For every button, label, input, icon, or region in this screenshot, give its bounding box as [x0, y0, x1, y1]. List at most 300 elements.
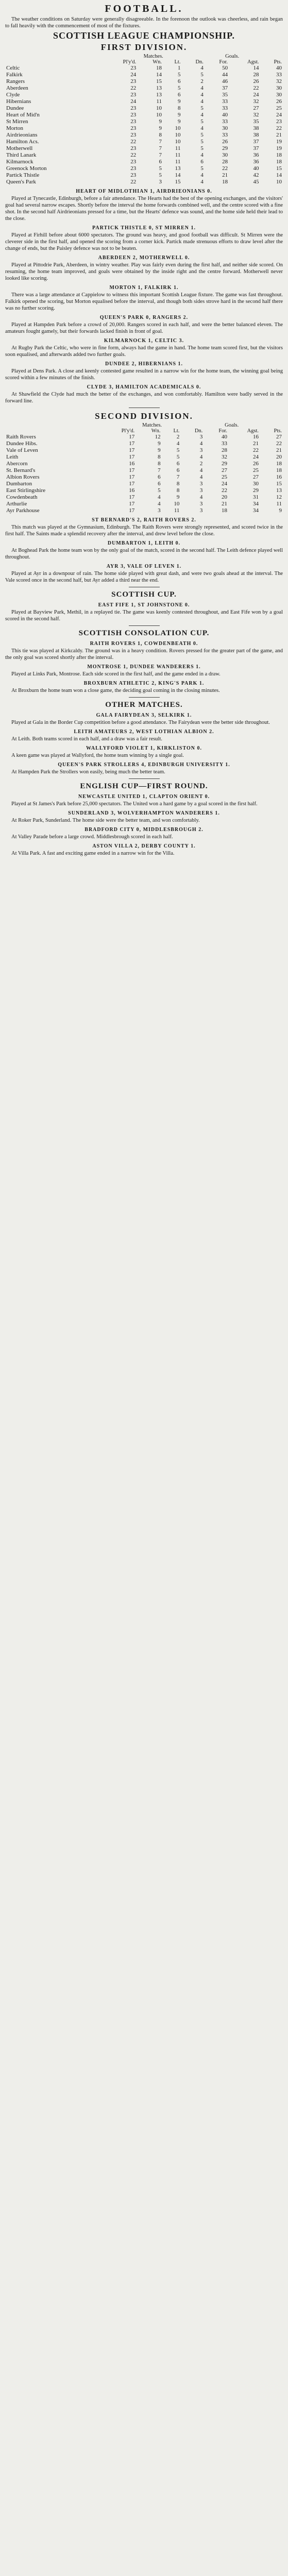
- table-cell: 18: [222, 179, 228, 185]
- table-cell: 30: [253, 481, 259, 487]
- table-cell: 20: [276, 454, 282, 460]
- table-cell: 35: [253, 118, 259, 125]
- table-cell: 17: [129, 467, 135, 473]
- table-cell: 21: [222, 172, 228, 178]
- table-cell: 23: [130, 105, 137, 111]
- table-cell: 16: [129, 461, 135, 467]
- match-heading: NEWCASTLE UNITED 1, CLAPTON ORIENT 0.: [78, 794, 210, 800]
- table-cell: 5: [176, 447, 180, 453]
- table-cell: 17: [129, 440, 135, 447]
- english-cup-reports: [5, 794, 283, 857]
- team-name: Hibernians: [6, 98, 31, 105]
- english-cup-section: [5, 782, 283, 857]
- match-heading: DUNDEE 2, HIBERNIANS 1.: [105, 361, 183, 367]
- column-header: Lt.: [173, 428, 180, 434]
- table-cell: 40: [221, 434, 227, 440]
- table-cell: 33: [222, 98, 228, 105]
- table-cell: 24: [221, 481, 227, 487]
- table-cell: 10: [175, 132, 181, 138]
- table-cell: 4: [158, 494, 161, 500]
- team-name: Clyde: [6, 92, 20, 98]
- table-cell: 2: [200, 78, 204, 84]
- football-section: [5, 3, 283, 29]
- table-cell: 4: [158, 501, 161, 507]
- table-cell: 37: [222, 85, 228, 91]
- divider: [129, 697, 160, 698]
- table-cell: 44: [222, 72, 228, 78]
- table-cell: 23: [130, 78, 137, 84]
- match-report: This tie was played at Kirkcaldy. The ground was in a heavy condition. Rovers pressed for the greater part of the game, and the only goal was scored shortly after the interval.: [5, 648, 283, 660]
- table-cell: 7: [176, 474, 180, 480]
- other-matches-reports: [5, 713, 283, 775]
- match-heading: BRADFORD CITY 0, MIDDLESBROUGH 2.: [84, 827, 204, 833]
- team-name: Airdrieonians: [6, 132, 38, 138]
- table-cell: 15: [156, 78, 162, 84]
- table-cell: 33: [222, 105, 228, 111]
- table-cell: 33: [222, 132, 228, 138]
- table-cell: 18: [276, 159, 282, 165]
- scottish-cup-reports: [5, 602, 283, 622]
- table-cell: 15: [276, 481, 282, 487]
- table-cell: 26: [253, 78, 259, 84]
- table-cell: 26: [276, 98, 282, 105]
- table-row: [5, 159, 283, 165]
- consolation-cup-section: [5, 629, 283, 694]
- table-cell: 37: [253, 139, 259, 145]
- table-cell: 35: [222, 92, 228, 98]
- match-heading: GALA FAIRYDEAN 3, SELKIRK 1.: [96, 713, 192, 718]
- match-heading: LEITH AMATEURS 2, WEST LOTHIAN ALBION 2.: [74, 729, 214, 735]
- team-name: Celtic: [6, 65, 20, 71]
- table-cell: 13: [175, 165, 181, 172]
- table-row: [5, 98, 283, 105]
- scottish-cup-headline: SCOTTISH CUP.: [111, 590, 177, 599]
- table-cell: 37: [253, 145, 259, 151]
- table-cell: 21: [221, 501, 227, 507]
- match-heading: HEART OF MIDLOTHIAN 1, AIRDRIEONIANS 0.: [76, 189, 212, 194]
- table-cell: 22: [130, 152, 137, 158]
- table-row: [5, 125, 283, 132]
- table-row: [5, 65, 283, 72]
- table-cell: 4: [200, 125, 204, 131]
- team-name: Falkirk: [6, 72, 23, 78]
- table-cell: 26: [222, 139, 228, 145]
- team-name: Cowdenbeath: [6, 494, 38, 500]
- table-row: [5, 474, 283, 481]
- table-cell: 9: [159, 118, 162, 125]
- table-cell: 27: [276, 434, 282, 440]
- match-report: Played at Ayr in a downpour of rain. The home side played with great dash, and were two goals ahead at the interval. The Vale scored once in the second half, but Ayr added a third near the end.: [5, 571, 283, 583]
- football-intro: The weather conditions on Saturday were generally disagreeable. In the forenoon the outlook was cheerless, and rain began to fall heavily with the commencement of most of the fixtures.: [5, 16, 283, 29]
- table-cell: 3: [199, 501, 203, 507]
- table-cell: 3: [199, 434, 203, 440]
- match-report: At Boghead Park the home team won by the only goal of the match, scored in the second half. The Leith defence played well throughout.: [5, 548, 283, 560]
- table-cell: 40: [253, 165, 259, 172]
- table-cell: 5: [159, 172, 162, 178]
- table-cell: 27: [221, 467, 227, 473]
- table-cell: 4: [200, 92, 204, 98]
- table-cell: 22: [222, 165, 228, 172]
- table-row: [5, 494, 283, 501]
- table-cell: 11: [276, 501, 282, 507]
- table-cell: 30: [222, 125, 228, 131]
- table-cell: 10: [175, 139, 181, 145]
- table-cell: 22: [130, 85, 137, 91]
- column-header: Wn.: [153, 59, 162, 65]
- team-name: Aberdeen: [6, 85, 28, 91]
- table-cell: 8: [176, 481, 180, 487]
- table-cell: 9: [177, 118, 181, 125]
- team-name: Heart of Mid'n: [6, 112, 40, 118]
- table-row: [5, 454, 283, 461]
- table-cell: 29: [253, 487, 259, 494]
- table-cell: 26: [253, 461, 259, 467]
- table-cell: 9: [176, 494, 180, 500]
- table-cell: 13: [156, 85, 162, 91]
- table-cell: 17: [129, 494, 135, 500]
- table-cell: 11: [156, 98, 162, 105]
- table-cell: 8: [159, 132, 162, 138]
- table-row: [5, 447, 283, 454]
- match-report: At Villa Park. A fast and exciting game ended in a narrow win for the Villa.: [11, 851, 175, 856]
- table-cell: 6: [176, 467, 180, 473]
- match-heading: MONTROSE 1, DUNDEE WANDERERS 1.: [87, 664, 201, 670]
- table-cell: 6: [177, 78, 181, 84]
- table-cell: 4: [200, 85, 204, 91]
- table-row: [5, 487, 283, 494]
- table-cell: 22: [253, 85, 259, 91]
- match-report: At Rugby Park the Celtic, who were in fine form, always had the game in hand. The home team scored first, but the visitors soon equalised, and afterwards added two further goals.: [5, 345, 283, 358]
- match-heading: PARTICK THISTLE 0, ST MIRREN 1.: [92, 225, 196, 231]
- table-cell: 8: [158, 454, 161, 460]
- table-cell: 5: [158, 487, 161, 494]
- table-cell: 23: [130, 165, 137, 172]
- match-report: At Shawfield the Clyde had much the better of the exchanges, and won comfortably. Hamilton were badly served in the forward line.: [5, 392, 283, 404]
- table-cell: 9: [279, 507, 282, 514]
- team-name: Ayr Parkhouse: [6, 507, 40, 514]
- table-row: [5, 92, 283, 98]
- column-header: Pl'y'd.: [121, 428, 135, 434]
- table-row: [5, 72, 283, 78]
- table-cell: 4: [200, 112, 204, 118]
- table-cell: 11: [175, 159, 181, 165]
- second-division-reports: [5, 517, 283, 584]
- table-cell: 5: [200, 145, 204, 151]
- table-cell: 4: [200, 172, 204, 178]
- match-heading: ST BERNARD'S 2, RAITH ROVERS 2.: [92, 517, 196, 523]
- table-cell: 32: [253, 98, 259, 105]
- consolation-cup-reports: [5, 641, 283, 694]
- table-cell: 40: [276, 65, 282, 71]
- table-cell: 11: [174, 507, 180, 514]
- table-cell: 4: [199, 440, 203, 447]
- match-report: At Leith. Both teams scored in each half, and a draw was a fair result.: [11, 736, 163, 742]
- table-cell: 14: [276, 172, 282, 178]
- table-cell: 18: [276, 467, 282, 473]
- match-report: Played at Bayview Park, Methil, in a replayed tie. The game was keenly contested throughout, and East Fife won by a goal scored in the second half.: [5, 609, 283, 622]
- match-report: At Hampden Park the Strollers won easily, being much the better team.: [11, 769, 165, 775]
- table-cell: 4: [200, 152, 204, 158]
- match-heading: SUNDERLAND 3, WOLVERHAMPTON WANDERERS 1.: [68, 810, 220, 816]
- column-header: For.: [218, 428, 227, 434]
- table-cell: 5: [200, 72, 204, 78]
- column-header: Dn.: [194, 428, 203, 434]
- table-cell: 6: [177, 92, 181, 98]
- match-heading: EAST FIFE 1, ST JOHNSTONE 0.: [98, 602, 190, 608]
- table-cell: 4: [200, 65, 204, 71]
- table-cell: 17: [129, 507, 135, 514]
- table-row: [5, 440, 283, 447]
- table-cell: 7: [159, 145, 162, 151]
- table-cell: 4: [199, 474, 203, 480]
- match-heading: QUEEN'S PARK STROLLERS 4, EDINBURGH UNIVERSITY 1.: [58, 762, 230, 768]
- table-cell: 8: [176, 487, 180, 494]
- column-header: Pl'y'd.: [123, 59, 137, 65]
- table-cell: 22: [276, 440, 282, 447]
- table-cell: 17: [129, 434, 135, 440]
- table-row: [5, 434, 283, 440]
- table-cell: 23: [130, 92, 137, 98]
- table-cell: 32: [253, 112, 259, 118]
- team-name: Motherwell: [6, 145, 33, 151]
- table-cell: 24: [253, 454, 259, 460]
- first-division-table: [5, 54, 283, 185]
- table-cell: 23: [130, 125, 137, 131]
- table-cell: 12: [276, 494, 282, 500]
- table-cell: 34: [253, 507, 259, 514]
- table-cell: 23: [130, 65, 137, 71]
- table-cell: 24: [253, 92, 259, 98]
- table-row: [5, 118, 283, 125]
- table-cell: 18: [276, 152, 282, 158]
- match-report: This match was played at the Gymnasium, Edinburgh. The Raith Rovers were strongly represented, and scored twice in the first half. The Saints made a splendid recovery after the interval, and drew level before the close.: [5, 524, 283, 537]
- team-name: Rangers: [6, 78, 25, 84]
- table-cell: 40: [222, 112, 228, 118]
- table-cell: 30: [276, 85, 282, 91]
- first-division-headline: FIRST DIVISION.: [100, 42, 188, 52]
- match-heading: DUMBARTON 1, LEITH 0.: [107, 540, 181, 546]
- goals-group-header: Goals.: [225, 422, 239, 428]
- league-first-division-section: [5, 30, 283, 404]
- table-cell: 23: [130, 172, 137, 178]
- table-row: [5, 179, 283, 185]
- column-header: Dn.: [195, 59, 204, 65]
- table-cell: 36: [253, 152, 259, 158]
- table-cell: 22: [221, 487, 227, 494]
- divider: [129, 625, 160, 626]
- table-cell: 6: [200, 159, 204, 165]
- match-report: At Broxburn the home team won a close game, the deciding goal coming in the closing minutes.: [11, 688, 220, 693]
- match-report: Played at Pittodrie Park, Aberdeen, in wintry weather. Play was fairly even during the first half, and neither side scored. On resuming, the home team improved, and goals were obtained by the inside right and the centre forward. Motherwell never looked like scoring.: [5, 262, 283, 281]
- table-cell: 10: [156, 112, 162, 118]
- match-heading: QUEEN'S PARK 0, RANGERS 2.: [99, 315, 189, 320]
- table-cell: 25: [276, 105, 282, 111]
- table-cell: 27: [253, 105, 259, 111]
- table-cell: 5: [177, 72, 181, 78]
- table-row: [5, 145, 283, 152]
- match-report: Played at Firhill before about 6000 spectators. The ground was heavy, and good football was difficult. St Mirren were the cleverer side in the first half, and opened the scoring from a corner kick. Partick made strenuous efforts to draw level after the change of ends, but the Paisley defence was not to be beaten.: [5, 232, 283, 251]
- table-cell: 27: [253, 474, 259, 480]
- column-header: Agst.: [247, 428, 259, 434]
- table-cell: 17: [129, 474, 135, 480]
- table-cell: 3: [159, 179, 162, 185]
- table-cell: 32: [276, 78, 282, 84]
- table-cell: 2: [199, 461, 203, 467]
- match-heading: CLYDE 3, HAMILTON ACADEMICALS 0.: [87, 384, 201, 390]
- table-cell: 33: [222, 118, 228, 125]
- table-cell: 3: [199, 507, 203, 514]
- table-cell: 29: [222, 145, 228, 151]
- match-report: At Roker Park, Sunderland. The home side were the better team, and won comfortably.: [11, 818, 200, 823]
- match-report: There was a large attendance at Cappielow to witness this important Scottish League fixture. The game was fast throughout. Falkirk opened the scoring, but Morton equalised before the interval, and though both sides strove hard in the second half there was no further scoring.: [5, 292, 283, 311]
- table-cell: 23: [130, 132, 137, 138]
- table-cell: 16: [253, 434, 259, 440]
- team-name: Hamilton Acs.: [6, 139, 39, 145]
- table-row: [5, 467, 283, 474]
- table-row: [5, 132, 283, 139]
- table-row: [5, 481, 283, 487]
- table-cell: 7: [159, 152, 162, 158]
- table-cell: 14: [156, 72, 162, 78]
- table-cell: 4: [199, 494, 203, 500]
- table-cell: 8: [177, 105, 181, 111]
- table-cell: 45: [253, 179, 259, 185]
- team-name: Greenock Morton: [6, 165, 47, 172]
- team-name: St. Bernard's: [6, 467, 36, 473]
- team-name: Dundee Hibs.: [6, 440, 38, 447]
- table-cell: 5: [200, 118, 204, 125]
- first-division-reports: [5, 189, 283, 404]
- table-cell: 5: [159, 165, 162, 172]
- team-name: Dumbarton: [6, 481, 32, 487]
- table-cell: 21: [276, 132, 282, 138]
- table-cell: 10: [175, 125, 181, 131]
- table-cell: 5: [200, 165, 204, 172]
- table-row: [5, 112, 283, 118]
- table-cell: 50: [222, 65, 228, 71]
- team-name: Leith: [6, 454, 19, 460]
- table-cell: 10: [276, 179, 282, 185]
- table-cell: 3: [158, 507, 161, 514]
- matches-group-header: Matches.: [142, 422, 162, 428]
- team-name: Queen's Park: [6, 179, 36, 185]
- match-report: A keen game was played at Wallyford, the home team winning by a single goal.: [11, 753, 184, 758]
- table-cell: 6: [158, 474, 161, 480]
- table-cell: 9: [159, 125, 162, 131]
- table-cell: 17: [129, 447, 135, 453]
- table-cell: 23: [130, 118, 137, 125]
- league-headline: SCOTTISH LEAGUE CHAMPIONSHIP.: [53, 30, 235, 41]
- table-cell: 24: [130, 98, 137, 105]
- football-headline: FOOTBALL.: [105, 3, 183, 14]
- table-cell: 15: [175, 179, 181, 185]
- table-cell: 24: [276, 112, 282, 118]
- team-name: Third Lanark: [6, 152, 37, 158]
- table-cell: 34: [253, 501, 259, 507]
- table-cell: 5: [176, 454, 180, 460]
- table-cell: 25: [253, 467, 259, 473]
- table-row: [5, 507, 283, 514]
- table-cell: 25: [221, 474, 227, 480]
- table-cell: 7: [159, 139, 162, 145]
- league-second-division-section: [5, 411, 283, 584]
- table-cell: 20: [221, 494, 227, 500]
- match-report: Played at St James's Park before 25,000 spectators. The United won a hard game by a goal scored in the first half.: [11, 801, 258, 807]
- table-cell: 23: [130, 159, 137, 165]
- table-cell: 1: [177, 65, 181, 71]
- matches-group-header: Matches.: [143, 54, 163, 59]
- table-cell: 33: [221, 440, 227, 447]
- table-cell: 16: [276, 474, 282, 480]
- table-cell: 22: [276, 125, 282, 131]
- table-cell: 9: [177, 112, 181, 118]
- table-cell: 5: [200, 105, 204, 111]
- table-cell: 18: [276, 461, 282, 467]
- match-heading: MORTON 1, FALKIRK 1.: [109, 285, 179, 291]
- match-heading: ASTON VILLA 2, DERBY COUNTY 1.: [92, 843, 196, 849]
- match-report: Played at Links Park, Montrose. Each side scored in the first half, and the game ended in a draw.: [11, 671, 221, 677]
- table-cell: 32: [221, 454, 227, 460]
- table-cell: 21: [253, 440, 259, 447]
- table-row: [5, 85, 283, 92]
- table-cell: 15: [276, 165, 282, 172]
- table-cell: 7: [158, 467, 161, 473]
- table-cell: 28: [253, 72, 259, 78]
- english-cup-headline: ENGLISH CUP—FIRST ROUND.: [80, 782, 208, 790]
- table-cell: 4: [176, 440, 180, 447]
- table-row: [5, 105, 283, 112]
- divider: [129, 778, 160, 779]
- table-row: [5, 152, 283, 159]
- match-heading: RAITH ROVERS 1, COWDENBEATH 0.: [90, 641, 198, 647]
- table-cell: 31: [253, 494, 259, 500]
- column-header: For.: [219, 59, 228, 65]
- table-cell: 36: [253, 159, 259, 165]
- table-cell: 23: [130, 112, 137, 118]
- table-cell: 4: [199, 454, 203, 460]
- table-cell: 5: [177, 85, 181, 91]
- table-cell: 8: [158, 461, 161, 467]
- other-matches-headline: OTHER MATCHES.: [105, 701, 183, 709]
- team-name: Morton: [6, 125, 23, 131]
- table-cell: 33: [276, 72, 282, 78]
- team-name: Dundee: [6, 105, 24, 111]
- table-cell: 22: [253, 447, 259, 453]
- match-heading: ABERDEEN 2, MOTHERWELL 0.: [98, 255, 190, 261]
- match-heading: KILMARNOCK 1, CELTIC 3.: [104, 338, 184, 344]
- table-cell: 42: [253, 172, 259, 178]
- table-cell: 5: [200, 132, 204, 138]
- table-cell: 46: [222, 78, 228, 84]
- table-cell: 22: [130, 139, 137, 145]
- table-cell: 6: [176, 461, 180, 467]
- match-report: Played at Tynecastle, Edinburgh, before a fair attendance. The Hearts had the best of the opening exchanges, and the visitors' goal had several narrow escapes. Shortly before the interval the home forwards combined well, and the centre scored with a fine shot. In the second half Airdrieonians pressed for a time, but the Hearts' defence was sound, and the home side held their lead to the close.: [5, 196, 283, 222]
- team-name: Vale of Leven: [6, 447, 38, 453]
- goals-group-header: Goals.: [225, 54, 240, 59]
- scottish-cup-section: [5, 590, 283, 622]
- match-report: Played at Gala in the Border Cup competition before a good attendance. The Fairydean were the better side throughout.: [11, 720, 270, 725]
- team-name: Abercorn: [6, 461, 28, 467]
- table-cell: 19: [276, 145, 282, 151]
- table-cell: 23: [276, 118, 282, 125]
- table-cell: 4: [199, 467, 203, 473]
- table-row: [5, 139, 283, 145]
- table-cell: 14: [175, 172, 181, 178]
- table-row: [5, 461, 283, 467]
- column-header: Lt.: [174, 59, 181, 65]
- table-cell: 3: [199, 487, 203, 494]
- table-cell: 4: [200, 98, 204, 105]
